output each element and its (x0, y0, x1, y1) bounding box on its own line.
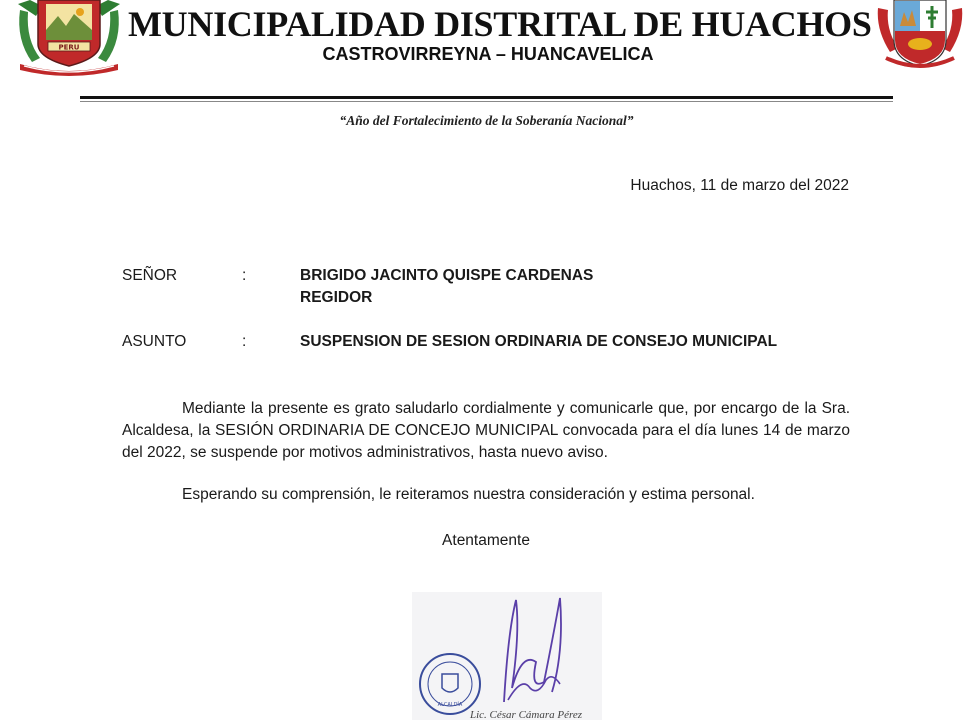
svg-text:PERU: PERU (58, 43, 80, 52)
municipal-crest-logo (14, 0, 124, 76)
recipient-colon: : (242, 267, 247, 284)
recipient-role: REGIDOR (300, 289, 373, 306)
year-motto: “Año del Fortalecimiento de la Soberanía Nacional” (339, 113, 634, 128)
subject-text: SUSPENSION DE SESION ORDINARIA DE CONSEJO MUNICIPAL (300, 333, 778, 350)
date-line: Huachos, 11 de marzo del 2022 (630, 177, 849, 194)
signature-stamp-area (412, 592, 602, 720)
body-paragraph (122, 398, 850, 464)
header-divider-thin (80, 101, 893, 102)
recipient-name: BRIGIDO JACINTO QUISPE CARDENAS (300, 267, 594, 284)
page-title: MUNICIPALIDAD DISTRITAL DE HUACHOS (128, 4, 872, 44)
location-subtitle: CASTROVIRREYNA – HUANCAVELICA (322, 44, 654, 64)
closing-salutation: Atentamente (442, 532, 530, 549)
body-paragraph-text: Mediante la presente es grato saludarlo cordialmente y comunicarle que, por encargo de la Sra. Alcaldesa, la SESIÓN ORDINARIA DE CONCEJO MUNICIPAL convocada para el día lunes 14 de marzo del 2022, se suspende por motivos administrativos, hasta nuevo aviso. (122, 400, 850, 461)
closing-paragraph-text: Esperando su comprensión, le reiteramos nuestra consideración y estima personal. (182, 486, 755, 503)
subject-colon: : (242, 333, 247, 350)
stamp-text: ALCALDÍA (437, 702, 463, 708)
peru-national-shield-logo (876, 0, 964, 72)
signer-name: Lic. César Cámara Pérez (470, 709, 583, 720)
header-divider (80, 96, 893, 99)
subject-label: ASUNTO (122, 333, 187, 350)
closing-paragraph (122, 486, 850, 504)
recipient-label: SEÑOR (122, 267, 178, 284)
